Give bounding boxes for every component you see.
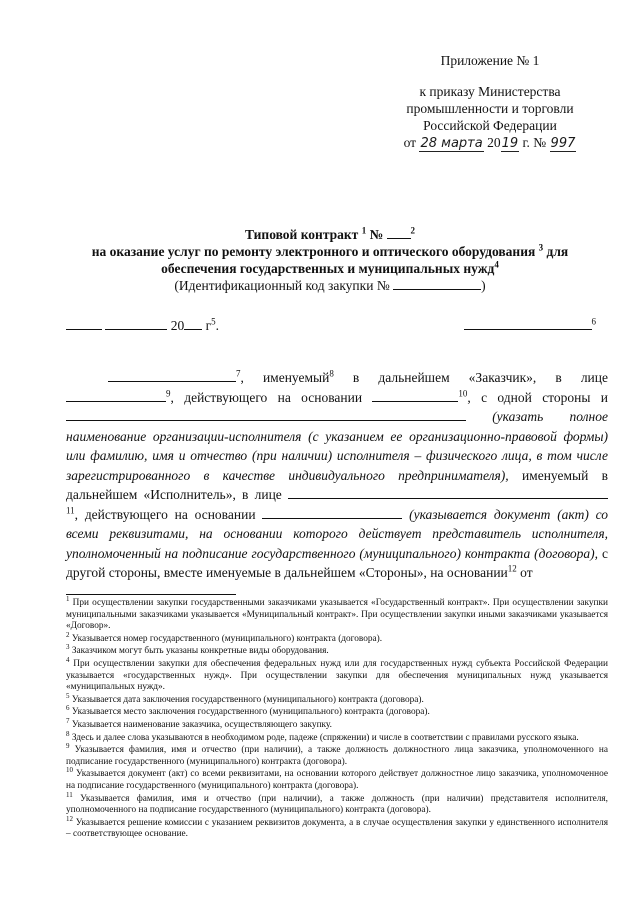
- text-named: , именуемый: [240, 370, 330, 385]
- handwritten-order-number: 997: [550, 136, 576, 151]
- handwritten-year: 19: [501, 136, 519, 151]
- footnote-number: 4: [66, 655, 70, 664]
- text-customer: в дальнейшем «Заказчик», в лице: [352, 370, 608, 385]
- footnote: [66, 814, 608, 841]
- title-line-2-end: для: [546, 244, 569, 259]
- footnote: [66, 704, 608, 719]
- customer-name-blank: [108, 369, 236, 382]
- footnote: [66, 729, 608, 745]
- footnotes: [66, 594, 609, 842]
- footnote-text: Заказчиком могут быть указаны конкретные виды оборудования.: [71, 646, 329, 657]
- appendix-label: Приложение № 1: [440, 53, 540, 68]
- place-blank: [464, 317, 592, 330]
- procurement-id-line: [50, 277, 610, 294]
- year-prefix: 20: [487, 135, 501, 150]
- footnote: [66, 790, 608, 817]
- number-sign: №: [369, 227, 384, 242]
- footnote-ref-6[interactable]: 6: [591, 316, 596, 327]
- contract-title: [50, 226, 610, 294]
- day-blank: [66, 317, 102, 330]
- footnote-text: Указывается документ (акт) со всеми реквизитами, на основании которого действует должностное лицо заказчика, уполномоченное на подписание государственного (муниципального) контракта (договора).: [66, 769, 609, 791]
- title-line-1: [50, 226, 610, 243]
- date-dot: .: [215, 318, 220, 333]
- footnote-ref-5[interactable]: 5: [211, 316, 216, 327]
- footnote: [66, 691, 608, 707]
- footnote-ref-2[interactable]: 2: [410, 225, 416, 236]
- appendix-header: [380, 52, 600, 152]
- footnote-ref-10[interactable]: 10: [458, 388, 468, 398]
- basis-instruction: (указывается документ (акт) со всеми реквизитами, на основании которого действует представитель исполнителя, уполномоченный на подписание государственного (муниципального) контракта (договора),: [66, 506, 608, 561]
- footnote-text: Указывается фамилия, имя и отчество (при наличии), а также должность должностного лица заказчика, уполномоченного на подписание государственного (муниципального) контракта (договора).: [66, 745, 608, 767]
- footnote-number: 8: [66, 729, 70, 738]
- footnote-number: 10: [66, 766, 73, 775]
- contractor-rep-blank: [288, 486, 608, 499]
- order-number-label: г. №: [522, 135, 547, 150]
- footnote-ref-4[interactable]: 4: [494, 259, 499, 270]
- footnote-text: Указывается фамилия, имя и отчество (при наличии), а также должность (при наличии) представителя исполнителя, уполномоченного на подписание государственного (муниципального) контракта (договора).: [66, 793, 608, 816]
- footnote: [66, 643, 608, 658]
- footnote-ref-7[interactable]: 7: [236, 368, 241, 379]
- footnote-ref-3[interactable]: 3: [538, 242, 544, 253]
- footnote: [66, 594, 608, 633]
- footnote-text: При осуществлении закупки государственными заказчиками указывается «Государственный контракт». При осуществлении закупки муниципальными заказчиками указывается «Муниципальный контракт». При осуществлении закупки иными заказчиками указывается «Договор».: [66, 598, 608, 632]
- footnote-text: При осуществлении закупки для обеспечения федеральных нужд или для государственных нужд субъекта Российской Федерации указывается «государственных нужд». При осуществлении закупки для обеспечения муниципальных нужд указывается «муниципальных нужд».: [66, 658, 609, 693]
- text-other-side: с другой стороны, вместе именуемые в дальнейшем «Стороны», на основании: [66, 545, 608, 580]
- title-line-2: [50, 243, 610, 260]
- date-prefix: от: [403, 135, 417, 150]
- text-one-side: , с одной стороны и: [467, 389, 609, 405]
- footnote-ref-11[interactable]: 11: [66, 505, 75, 515]
- footnote-number: 9: [66, 742, 70, 751]
- title-purpose: обеспечения государственных и муниципальных нужд: [161, 261, 495, 276]
- footnote-ref-8[interactable]: 8: [329, 368, 334, 379]
- footnote-ref-1[interactable]: 1: [361, 225, 367, 236]
- order-line-2: промышленности и торговли: [406, 101, 574, 116]
- footnote: [66, 766, 609, 792]
- footnote-number: 3: [66, 643, 70, 652]
- contract-number-blank: [387, 226, 411, 239]
- place-field: [464, 317, 597, 334]
- month-blank: [105, 317, 167, 330]
- customer-rep-blank: [66, 389, 166, 402]
- contractor-instruction: (указать полное наименование организации-исполнителя (с указанием ее организационно-правовой формы) или фамилию, имя и отчество (при наличии) исполнителя – физического лица, в том числе зарегистрированного в качестве индивидуального предпринимателя),: [66, 409, 608, 483]
- year-blank: [184, 317, 202, 330]
- date-place-line: [66, 317, 596, 337]
- footnote-number: 2: [66, 630, 70, 639]
- footnote-number: 5: [66, 691, 70, 700]
- footnote-text: Указывается наименование заказчика, осуществляющего закупку.: [71, 719, 332, 730]
- procurement-id-close: ): [481, 278, 486, 293]
- order-line-3: Российской Федерации: [423, 118, 557, 133]
- footnote-text: Указывается решение комиссии с указанием реквизитов документа, а в случае осуществления закупки у единственного исполнителя – соответствующее основание.: [66, 817, 608, 840]
- contractor-name-blank: [66, 408, 466, 421]
- footnote: [66, 655, 609, 694]
- text-from: от: [520, 565, 533, 580]
- footnote: [66, 716, 608, 732]
- order-line-1: к приказу Министерства: [419, 84, 561, 99]
- customer-basis-blank: [372, 389, 458, 402]
- order-date-line: [380, 134, 600, 152]
- text-acting: , действующего на основании: [170, 389, 363, 405]
- year-prefix-2: 20: [170, 318, 185, 333]
- footnote-number: 12: [66, 814, 73, 823]
- title-line-3: [50, 260, 610, 277]
- title-text: Типовой контракт: [244, 227, 359, 242]
- footnote-separator: [66, 594, 236, 595]
- handwritten-date: 28 марта: [420, 136, 483, 151]
- footnote-text: Указывается номер государственного (муниципального) контракта (договора).: [71, 633, 383, 644]
- footnote-ref-9[interactable]: 9: [166, 388, 171, 398]
- text-acting-2: , действующего на основании: [74, 506, 256, 522]
- title-subject: на оказание услуг по ремонту электронного и оптического оборудования: [91, 244, 536, 259]
- footnote: [66, 742, 608, 768]
- footnote: [66, 630, 608, 646]
- footnote-text: Здесь и далее слова указываются в необходимом роде, падеже (спряжении) и числе в соответствии с правилами русского языка.: [71, 732, 579, 743]
- preamble-paragraph: [66, 368, 608, 583]
- year-suffix: г: [205, 318, 212, 333]
- footnote-number: 7: [66, 716, 70, 725]
- text-contractor: именуемый в дальнейшем «Исполнитель», в лице: [66, 467, 608, 502]
- footnote-number: 6: [66, 704, 70, 713]
- footnote-number: 11: [66, 790, 73, 799]
- footnote-text: Указывается место заключения государственного (муниципального) контракта (договора).: [71, 707, 430, 718]
- footnote-text: Указывается дата заключения государственного (муниципального) контракта (договора).: [71, 694, 424, 705]
- procurement-id-blank: [393, 277, 481, 290]
- procurement-id-label: (Идентификационный код закупки №: [174, 278, 390, 293]
- contract-preamble: [66, 368, 608, 583]
- footnote-number: 1: [66, 594, 70, 603]
- footnote-ref-12[interactable]: 12: [507, 563, 517, 574]
- contractor-basis-blank: [262, 506, 402, 519]
